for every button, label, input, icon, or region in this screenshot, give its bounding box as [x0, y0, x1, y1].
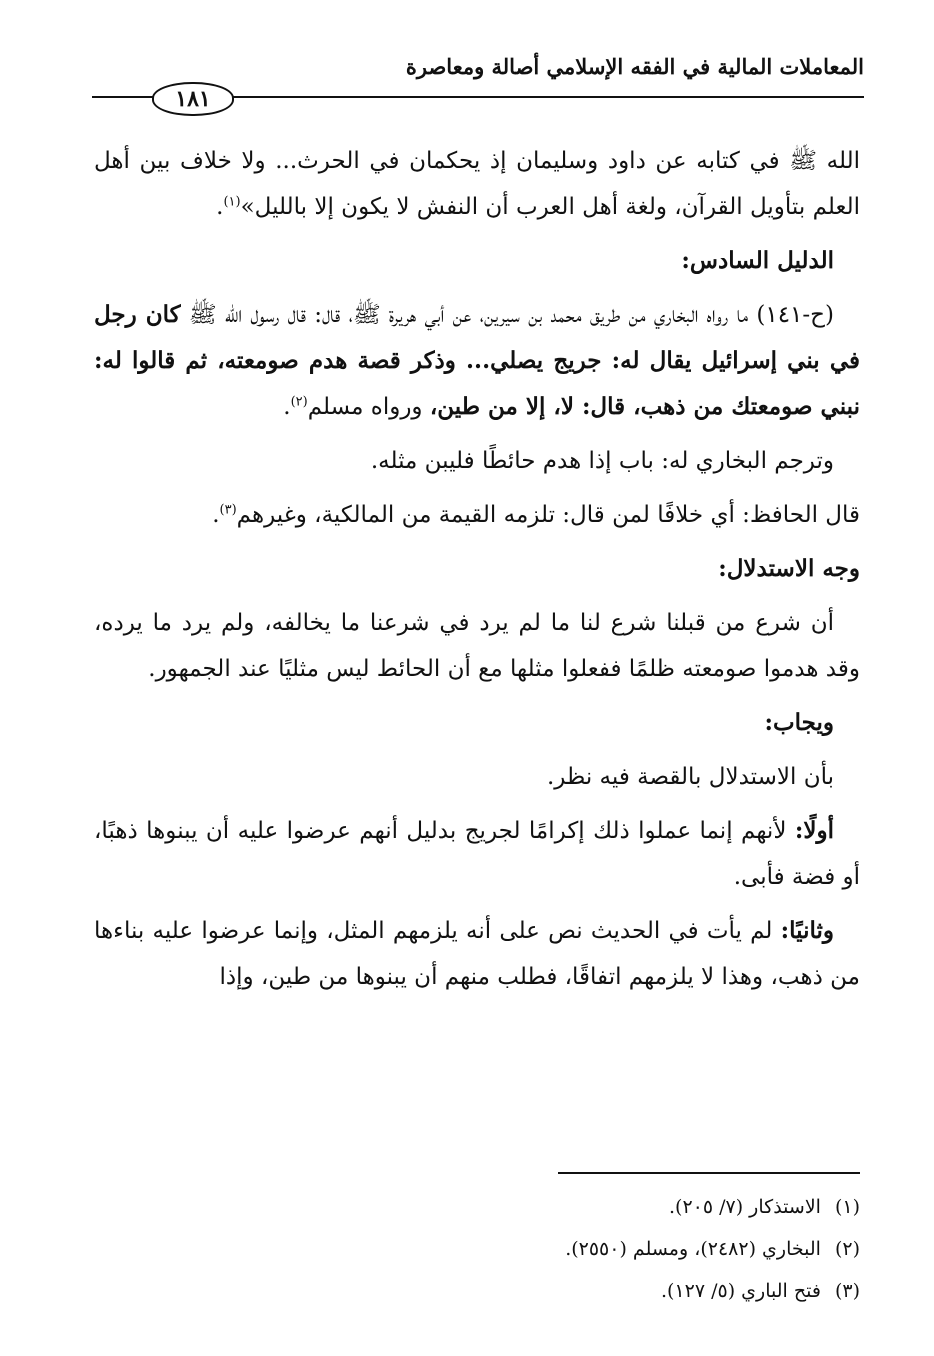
footnote-item: (١)الاستذكار (٧/ ٢٠٥). [668, 1196, 860, 1218]
running-title: المعاملات المالية في الفقه الإسلامي أصالة ومعاصرة [405, 54, 864, 79]
paragraph-inference: أن شرع من قبلنا شرع لنا ما لم يرد في شرعنا ما يخالفه، ولم يرد ما يرده، وقد هدموا صومعته ظلمًا ففعلوا مثلها مع أن الحائط ليس مثليًا عند الجمهور. [94, 610, 860, 682]
paragraph-quote-end: الله ﷺ في كتابه عن داود وسليمان إذ يحكمان في الحرث... ولا خلاف بين أهل العلم بتأويل القرآن، ولغة أهل العرب أن النفش لا يكون إلا بالليل»$^{(١)}$. [94, 148, 860, 220]
paragraph-first-point: أولًا: لأنهم إنما عملوا ذلك إكرامًا لجريج بدليل أنهم عرضوا عليه أن يبنوها ذهبًا، أو فضة فأبى. [94, 817, 860, 890]
footnotes [94, 1186, 860, 1312]
section-heading-reply: ويجاب: [764, 709, 834, 736]
paragraph-hafiz: قال الحافظ: أي خلافًا لمن قال: تلزمه القيمة من المالكية، وغيرهم$^{(٣)}$. [212, 502, 860, 528]
footnote-item: (٢)البخاري (٢٤٨٢)، ومسلم (٢٥٥٠). [565, 1238, 860, 1260]
hadith-text: كان رجل في بني إسرائيل يقال له: جريج يصلي... وذكر قصة هدم صومعته، ثم قالوا له: نبني صومعتك من ذهب، قال: لا، إلا من طين، [94, 301, 860, 420]
footnote-ref-3[interactable]: (٣) [219, 502, 237, 518]
footnote-ref-1[interactable]: (١) [223, 194, 241, 210]
footnote-rule [558, 1172, 860, 1174]
paragraph-reply: بأن الاستدلال بالقصة فيه نظر. [546, 764, 834, 790]
main-text [94, 138, 860, 1008]
section-heading-inference: وجه الاستدلال: [718, 555, 860, 582]
page-number: ١٨١ [152, 82, 234, 116]
section-heading-sixth-evidence: الدليل السادس: [681, 247, 834, 274]
paragraph-bukhari-chapter: وترجم البخاري له: باب إذا هدم حائطًا فليبن مثله. [370, 448, 834, 474]
footnote-item: (٣)فتح الباري (٥/ ١٢٧). [660, 1280, 860, 1302]
footnote-ref-2[interactable]: (٢) [290, 394, 308, 410]
paragraph-hadith: (ح-١٤١) ما رواه البخاري من طريق محمد بن سيرين، عن أبي هريرة ﷺ، قال: قال رسول الله ﷺ كان رجل في بني إسرائيل يقال له: جريج يصلي... وذكر قصة هدم صومعته، ثم قالوا له: نبني صومعتك من ذهب، قال: لا، إلا من طين، ورواه مسلم$^{(٢)}$. [94, 301, 860, 420]
paragraph-second-point: وثانيًا: لم يأت في الحديث نص على أنه يلزمهم المثل، وإنما عرضوا عليه بناءها من ذهب، وهذا لا يلزمهم اتفاقًا، فطلب منهم أن يبنوها من طين، وإذا [94, 917, 860, 990]
